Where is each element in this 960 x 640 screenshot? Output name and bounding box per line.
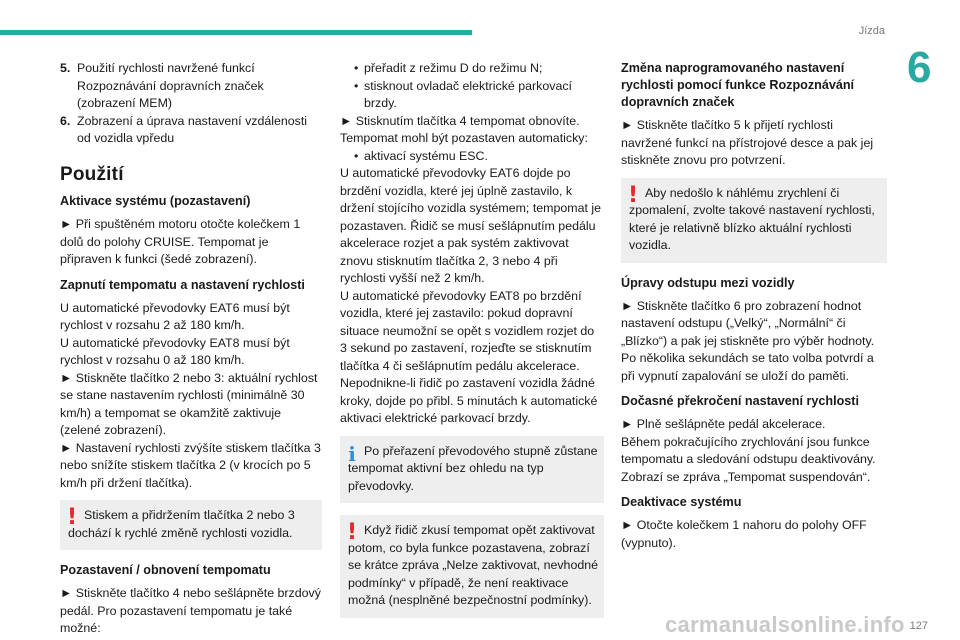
bullet-item: • aktivací systému ESC. xyxy=(340,148,604,166)
paragraph: ► Nastavení rychlosti zvýšíte stiskem tlačítka 3 nebo snížíte stiskem tlačítka 2 (v krocích po 5 km/h při držení tlačítka). xyxy=(60,440,321,490)
paragraph: U automatické převodovky EAT6 dojde po brzdění vozidla, které jej úplně zastavilo, k držení stojícího vozidla systémem; tempomat je pozastaven. Řidič se musí sešlápnutím pedálu akcelerace rozjet a pak systém zaktivovat znovu stisknutím tlačítka 2, 3 nebo 4 při rychlosti vyšší než 2 km/h. xyxy=(340,166,601,285)
bullet-text: přeřadit z režimu D do režimu N; xyxy=(364,61,543,75)
column-3 xyxy=(621,60,887,552)
paragraph: Zobrazí se zpráva „Tempomat suspendován“. xyxy=(621,469,871,484)
paragraph: ► Stiskněte tlačítko 4 nebo sešlápněte brzdový pedál. Pro pozastavení tempomatu je také možné: xyxy=(60,586,321,635)
warning-icon: ! xyxy=(628,182,639,208)
item-text: Zobrazení a úprava nastavení vzdálenosti od vozidla vpředu xyxy=(77,113,308,145)
warning-note xyxy=(340,515,604,618)
column-2 xyxy=(340,60,604,630)
heading-pause: Pozastavení / obnovení tempomatu xyxy=(60,563,271,577)
paragraph: ► Otočte kolečkem 1 nahoru do polohy OFF (vypnuto). xyxy=(621,518,867,550)
heading-enable: Zapnutí tempomatu a nastavení rychlosti xyxy=(60,277,305,292)
info-icon: i xyxy=(348,441,356,466)
heading-override: Dočasné překročení nastavení rychlosti xyxy=(621,394,859,408)
page-number: 127 xyxy=(909,620,928,632)
bullet-text: stisknout ovladač elektrické parkovací brzdy. xyxy=(364,78,572,110)
section-title: Použití xyxy=(60,163,124,185)
paragraph: ► Stisknutím tlačítka 4 tempomat obnovíte. xyxy=(340,113,580,128)
warning-icon: ! xyxy=(347,520,358,545)
item-number: 6. xyxy=(60,113,71,128)
bullet-item: • přeřadit z režimu D do režimu N; xyxy=(340,60,604,78)
warning-note xyxy=(621,178,887,263)
paragraph: ► Při spuštěném motoru otočte kolečkem 1 dolů do polohy CRUISE. Tempomat je připraven k funkci (šedé zobrazení). xyxy=(60,217,301,266)
item-text: Použití rychlosti navržené funkcí Rozpoznávání dopravních značek (zobrazení MEM) xyxy=(77,61,264,110)
heading-deactivate: Deaktivace systému xyxy=(621,495,742,509)
note-text: Po přeřazení převodového stupně zůstane tempomat aktivní bez ohledu na typ převodovky. xyxy=(348,443,598,493)
paragraph: ► Stiskněte tlačítko 5 k přijetí rychlosti navržené funkcí na přístrojové desce a pak jej stiskněte znovu pro potvrzení. xyxy=(621,118,874,167)
paragraph: ► Plně sešlápněte pedál akcelerace. xyxy=(621,417,826,431)
heading-distance: Úpravy odstupu mezi vozidly xyxy=(621,275,795,290)
bullet-text: aktivací systému ESC. xyxy=(364,148,488,163)
chapter-number: 6 xyxy=(907,43,932,92)
note-text: Aby nedošlo k náhlému zrychlení či zpomalení, zvolte takové nastavení rychlosti, které je relativně blízko aktuální rychlosti vozidla. xyxy=(629,185,875,252)
paragraph: ► Stiskněte tlačítko 2 nebo 3: aktuální rychlost se stane nastavením rychlosti (minimálně 30 km/h) a tempomat se okamžitě zaktivuje (zelené zobrazení). xyxy=(60,370,318,437)
header-accent-bar xyxy=(0,30,472,35)
note-text: Když řidič zkusí tempomat opět zaktivovat potom, co byla funkce pozastavena, zobrazí se krátce zpráva „Nelze zaktivovat, nevhodné podmínky“ v případě, že není reaktivace možná (nesplněné bezpečnostní podmínky). xyxy=(348,523,599,607)
paragraph: Po několika sekundách se tato volba potvrdí a při vypnutí zapalování se uloží do paměti. xyxy=(621,351,874,383)
info-note xyxy=(340,436,604,504)
item-number: 5. xyxy=(60,61,71,75)
paragraph: U automatické převodovky EAT6 musí být rychlost v rozsahu 2 až 180 km/h. xyxy=(60,300,290,332)
note-text: Stiskem a přidržením tlačítka 2 nebo 3 dochází k rychlé změně rychlosti vozidla. xyxy=(68,508,295,540)
paragraph: Tempomat mohl být pozastaven automaticky: xyxy=(340,131,588,145)
list-item xyxy=(60,60,322,113)
watermark: carmanualsonline.info xyxy=(665,612,905,637)
paragraph: Během pokračujícího zrychlování jsou funkce tempomatu a sledování odstupu deaktivovány. xyxy=(621,434,876,466)
bullet-item: • stisknout ovladač elektrické parkovací brzdy. xyxy=(340,78,604,113)
warning-note xyxy=(60,500,322,550)
paragraph: U automatické převodovky EAT8 po brzdění vozidla, které jej zastavilo: pokud dopravní situace neumožní se opět s vozidlem rozjet do 3 sekund po zastavení, rozjeďte se stisknutím tlačítka 4 či sešlápnutím pedálu akcelerace. Nepodnikne-li řidič po zastavení vozidla žádné kroky, dojde po přibl. 5 minutách k automatické aktivaci elektrické parkovací brzdy. xyxy=(340,288,598,425)
chapter-title: Jízda xyxy=(858,25,885,37)
list-item xyxy=(60,113,322,148)
column-1 xyxy=(60,60,322,638)
heading-change: Změna naprogramovaného nastavení rychlosti pomocí funkce Rozpoznávání dopravních značek xyxy=(621,61,855,109)
paragraph: U automatické převodovky EAT8 musí být rychlost v rozsahu 0 až 180 km/h. xyxy=(60,335,290,367)
paragraph: ► Stiskněte tlačítko 6 pro zobrazení hodnot nastavení odstupu („Velký“, „Normální“ či „Blízko“) a pak jej stiskněte pro výběr hodnoty. xyxy=(621,298,875,348)
warning-icon: ! xyxy=(67,505,78,530)
heading-activation: Aktivace systému (pozastavení) xyxy=(60,194,251,208)
